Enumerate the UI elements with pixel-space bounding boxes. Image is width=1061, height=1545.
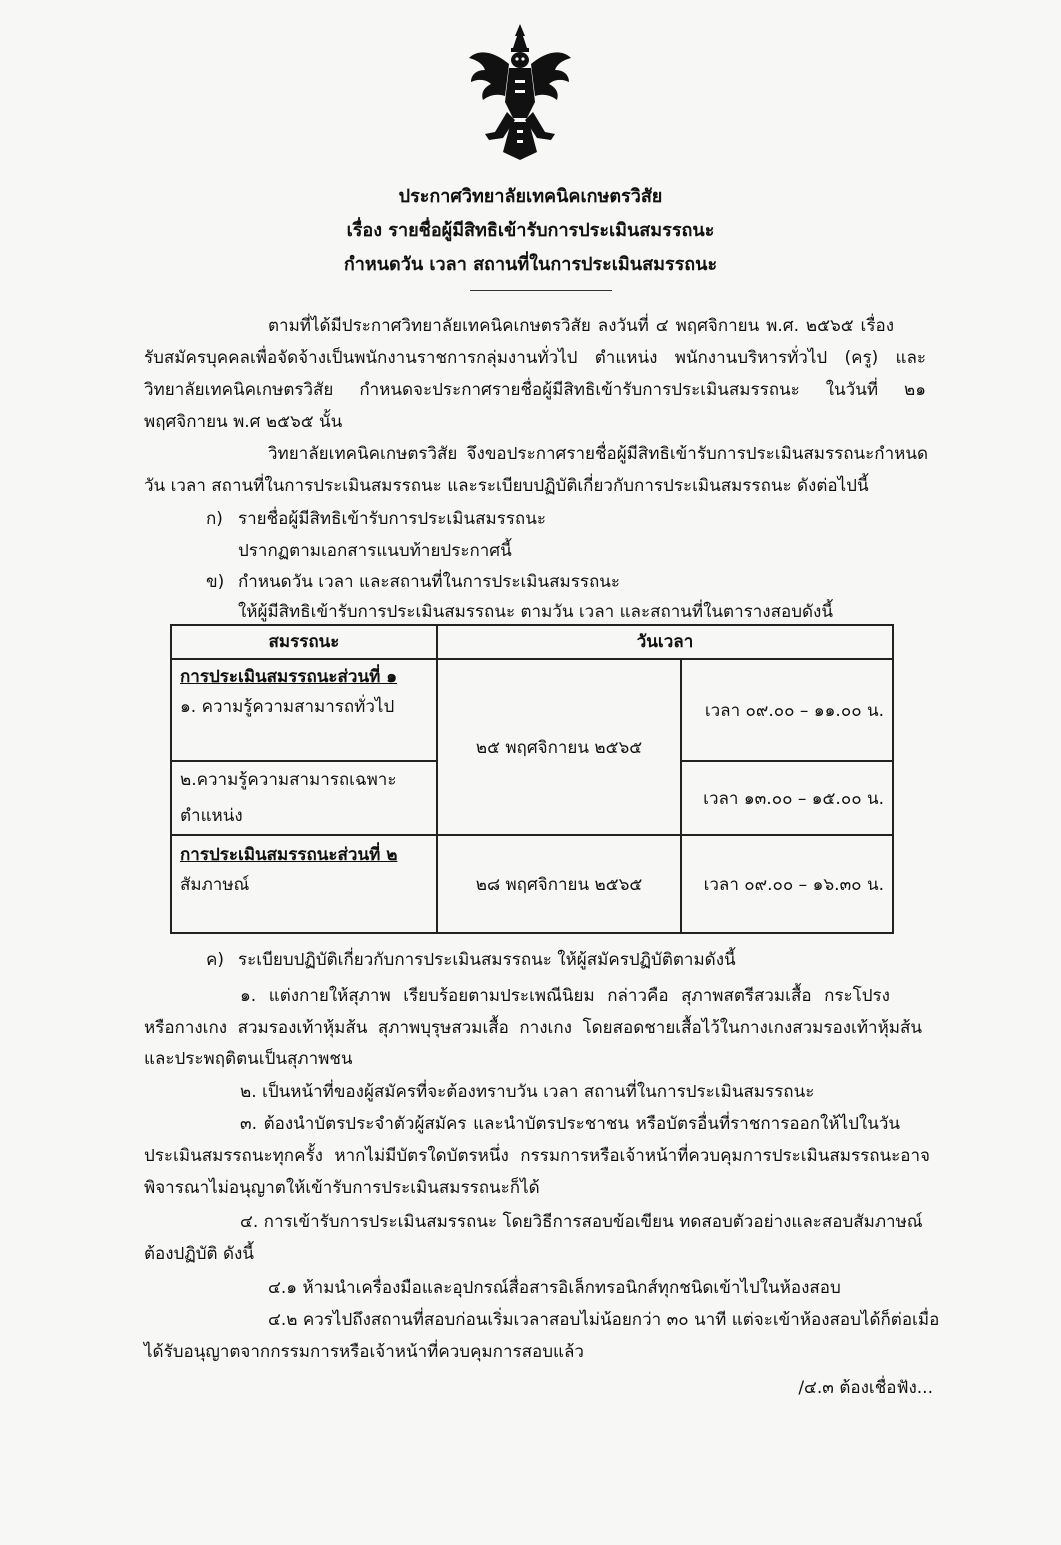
- table-row: [171, 835, 893, 933]
- part2-date: ๒๘ พฤศจิกายน ๒๕๖๕: [437, 835, 681, 933]
- item-a-detail: ปรากฏตามเอกสารแนบท้ายประกาศนี้: [238, 541, 512, 561]
- rule-4-line-1: ๔. การเข้ารับการประเมินสมรรถนะ โดยวิธีการสอบข้อเขียน ทดสอบตัวอย่างและสอบสัมภาษณ์: [240, 1212, 923, 1232]
- part1-date: ๒๕ พฤศจิกายน ๒๕๖๕: [437, 659, 681, 835]
- rule-4-2-line-2: ได้รับอนุญาตจากกรรมการหรือเจ้าหน้าที่ควบคุมการสอบแล้ว: [144, 1342, 584, 1362]
- item-b-label: ข): [206, 572, 225, 592]
- part2-title: การประเมินสมรรถนะส่วนที่ ๒: [180, 845, 398, 865]
- intro-line-4: พฤศจิกายน พ.ศ ๒๕๖๕ นั้น: [144, 412, 343, 432]
- para2-line-2: วัน เวลา สถานที่ในการประเมินสมรรถนะ และระเบียบปฏิบัติเกี่ยวกับการประเมินสมรรถนะ ดังต่อไปนี้: [144, 476, 869, 496]
- item-a-title: รายชื่อผู้มีสิทธิเข้ารับการประเมินสมรรถนะ: [238, 509, 546, 529]
- title-line-3: กำหนดวัน เวลา สถานที่ในการประเมินสมรรถนะ: [343, 254, 718, 275]
- rule-4-1: ๔.๑ ห้ามนำเครื่องมือและอุปกรณ์สื่อสารอิเล็กทรอนิกส์ทุกชนิดเข้าไปในห้องสอบ: [268, 1278, 841, 1298]
- rule-3-line-2: ประเมินสมรรถนะทุกครั้ง หากไม่มีบัตรใดบัตรหนึ่ง กรรมการหรือเจ้าหน้าที่ควบคุมการประเมินสมรรถนะอาจ: [144, 1146, 930, 1166]
- part1-cell: [171, 659, 437, 761]
- item-b-title: กำหนดวัน เวลา และสถานที่ในการประเมินสมรรถนะ: [238, 572, 621, 592]
- title-line-2: เรื่อง รายชื่อผู้มีสิทธิเข้ารับการประเมินสมรรถนะ: [346, 220, 715, 241]
- intro-line-2: รับสมัครบุคคลเพื่อจัดจ้างเป็นพนักงานราชการกลุ่มงานทั่วไป ตำแหน่ง พนักงานบริหารทั่วไป (ครู) และ: [144, 348, 926, 368]
- table-row: [171, 659, 893, 761]
- rule-1-line-2: หรือกางเกง สวมรองเท้าหุ้มส้น สุภาพบุรุษสวมเสื้อ กางเกง โดยสอดชายเสื้อไว้ในกางเกงสวมรองเท้าหุ้มส้น: [144, 1018, 922, 1038]
- intro-line-1: ตามที่ได้มีประกาศวิทยาลัยเทคนิคเกษตรวิสัย ลงวันที่ ๔ พฤศจิกายน พ.ศ. ๒๕๖๕ เรื่อง: [268, 316, 894, 336]
- schedule-table: [170, 624, 894, 934]
- part1-time-1: เวลา ๐๙.๐๐ – ๑๑.๐๐ น.: [681, 659, 893, 761]
- part2-time: เวลา ๐๙.๐๐ – ๑๖.๓๐ น.: [681, 835, 893, 933]
- part1-item-1: ๑. ความรู้ความสามารถทั่วไป: [180, 697, 395, 717]
- item-b-detail: ให้ผู้มีสิทธิเข้ารับการประเมินสมรรถนะ ตามวัน เวลา และสถานที่ในตารางสอบดังนี้: [238, 602, 833, 622]
- part1-time-2: เวลา ๑๓.๐๐ – ๑๕.๐๐ น.: [681, 761, 893, 835]
- part2-cell: [171, 835, 437, 933]
- title-divider: [470, 290, 612, 291]
- rule-3-line-1: ๓. ต้องนำบัตรประจำตัวผู้สมัคร และนำบัตรประชาชน หรือบัตรอื่นที่ราชการออกให้ไปในวัน: [240, 1114, 900, 1134]
- header-datetime: วันเวลา: [437, 625, 893, 659]
- part1-title: การประเมินสมรรถนะส่วนที่ ๑: [180, 667, 398, 687]
- item-c-label: ค): [206, 950, 225, 970]
- rule-3-line-3: พิจารณาไม่อนุญาตให้เข้ารับการประเมินสมรรถนะก็ได้: [144, 1178, 540, 1198]
- header-competency: สมรรถนะ: [171, 625, 437, 659]
- rule-4-line-2: ต้องปฏิบัติ ดังนี้: [144, 1244, 254, 1264]
- para2-line-1: วิทยาลัยเทคนิคเกษตรวิสัย จึงขอประกาศรายชื่อผู้มีสิทธิเข้ารับการประเมินสมรรถนะกำหนด: [268, 444, 928, 464]
- rule-4-2-line-1: ๔.๒ ควรไปถึงสถานที่สอบก่อนเริ่มเวลาสอบไม่น้อยกว่า ๓๐ นาที แต่จะเข้าห้องสอบได้ก็ต่อเมื่อ: [268, 1310, 940, 1330]
- table-header-row: [171, 625, 893, 659]
- rule-2: ๒. เป็นหน้าที่ของผู้สมัครที่จะต้องทราบวัน เวลา สถานที่ในการประเมินสมรรถนะ: [240, 1082, 815, 1102]
- part2-item: สัมภาษณ์: [180, 875, 250, 895]
- rule-1-line-1: ๑. แต่งกายให้สุภาพ เรียบร้อยตามประเพณีนิยม กล่าวคือ สุภาพสตรีสวมเสื้อ กระโปรง: [240, 986, 890, 1006]
- rule-1-line-3: และประพฤติตนเป็นสุภาพชน: [144, 1049, 353, 1069]
- title-line-1: ประกาศวิทยาลัยเทคนิคเกษตรวิสัย: [398, 186, 663, 207]
- item-a-label: ก): [206, 509, 223, 529]
- announcement-title: [0, 180, 1061, 282]
- item-c-title: ระเบียบปฏิบัติเกี่ยวกับการประเมินสมรรถนะ ให้ผู้สมัครปฏิบัติตามดังนี้: [238, 950, 736, 970]
- part1-item-2: ๒.ความรู้ความสามารถเฉพาะตำแหน่ง: [171, 761, 437, 835]
- continuation-note: /๔.๓ ต้องเชื่อฟัง...: [798, 1378, 933, 1398]
- intro-line-3: วิทยาลัยเทคนิคเกษตรวิสัย กำหนดจะประกาศรายชื่อผู้มีสิทธิเข้ารับการประเมินสมรรถนะ ในวันที่ ๒๑: [144, 380, 926, 400]
- garuda-emblem-icon: [465, 22, 575, 162]
